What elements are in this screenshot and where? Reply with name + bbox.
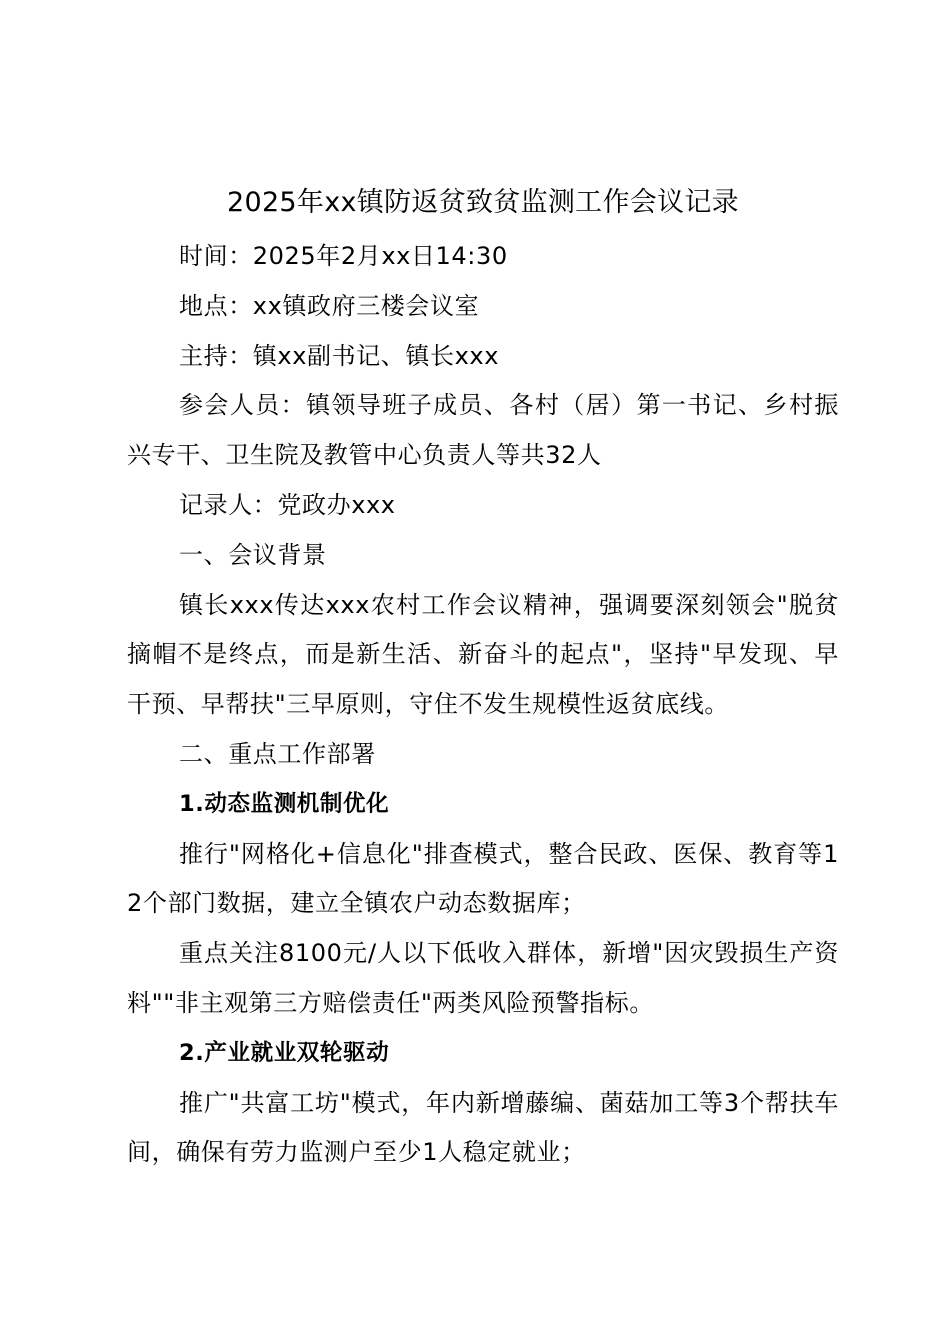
section-body-background: 镇长xxx传达xxx农村工作会议精神，强调要深刻领会"脱贫摘帽不是终点，而是新生活、新奋斗的起点"，坚持"早发现、早干预、早帮扶"三早原则，守住不发生规模性返贫底线。 bbox=[127, 590, 839, 719]
subheading-monitoring: 1.动态监测机制优化 bbox=[179, 790, 390, 817]
paragraph-industry-employment-1: 推广"共富工坊"模式，年内新增藤编、菌菇加工等3个帮扶车间，确保有劳力监测户至少1人稳定就业； bbox=[127, 1088, 839, 1167]
meeting-recorder: 记录人：党政办xxx bbox=[179, 490, 396, 519]
paragraph-monitoring-1: 推行"网格化+信息化"排查模式，整合民政、医保、教育等12个部门数据，建立全镇农户动态数据库； bbox=[127, 839, 839, 918]
document-body bbox=[127, 183, 839, 1178]
meeting-host: 主持：镇xx副书记、镇长xxx bbox=[179, 341, 500, 370]
section-heading-deployment: 二、重点工作部署 bbox=[179, 739, 376, 768]
subheading-industry-employment: 2.产业就业双轮驱动 bbox=[179, 1039, 390, 1066]
meeting-place: 地点：xx镇政府三楼会议室 bbox=[179, 291, 480, 320]
document-title: 2025年xx镇防返贫致贫监测工作会议记录 bbox=[227, 187, 739, 218]
paragraph-monitoring-2: 重点关注8100元/人以下低收入群体，新增"因灾毁损生产资料""非主观第三方赔偿责任"两类风险预警指标。 bbox=[127, 939, 839, 1017]
meeting-attendees: 参会人员：镇领导班子成员、各村（居）第一书记、乡村振兴专干、卫生院及教管中心负责人等共32人 bbox=[127, 391, 839, 470]
meeting-time: 时间：2025年2月xx日14:30 bbox=[179, 242, 508, 270]
section-heading-background: 一、会议背景 bbox=[179, 540, 327, 569]
